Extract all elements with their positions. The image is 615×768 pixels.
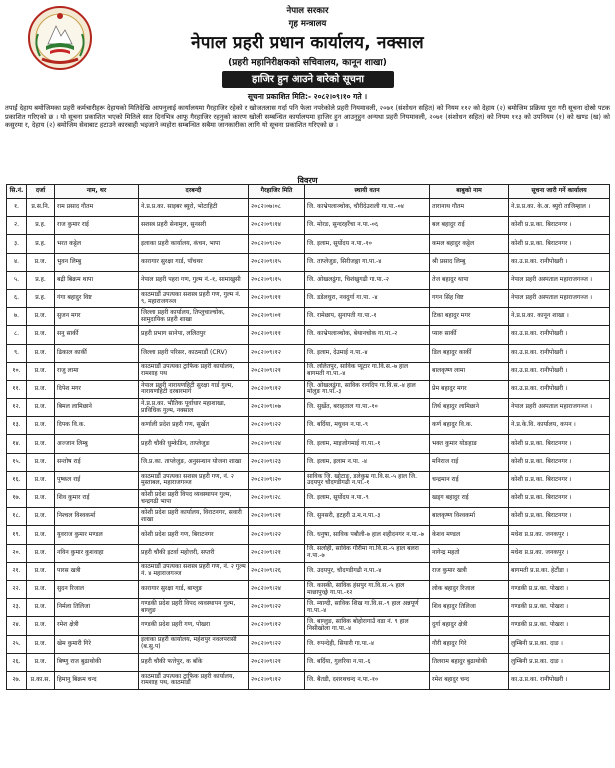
notice-title-banner: हाजिर हुन आउने बारेको सूचना	[222, 71, 394, 88]
cell-name: दिपेश मगर	[55, 380, 139, 398]
table-row	[7, 508, 610, 526]
cell-sn: ११.	[7, 380, 27, 398]
col-header-sn: सि.नं.	[7, 185, 27, 199]
cell-issuing-office: का.उ.प्र.का. रानीपोखरी ।	[509, 344, 610, 362]
table-row	[7, 344, 610, 362]
cell-rank: प्र.ज.	[27, 380, 55, 398]
table-row	[7, 580, 610, 598]
cell-sn: २१.	[7, 562, 27, 580]
cell-sn: ५.	[7, 271, 27, 289]
cell-post: प्रहरी चौकी इटर्वा महोत्तरी, सप्तरी	[139, 544, 249, 562]
cell-sn: ९.	[7, 344, 27, 362]
cell-issuing-office: का.उ.प्र.का. रानीपोखरी ।	[509, 362, 610, 380]
table-row	[7, 271, 610, 289]
col-header-name: नाम, थर	[55, 185, 139, 199]
cell-address: जि. सुर्खेत, बराहताल गा.पा.-१०	[305, 399, 430, 417]
cell-name: बद्री बिक्रम थापा	[55, 271, 139, 289]
cell-absent-date: २०८२।०७।०८	[249, 199, 305, 217]
cell-father: तेज बहादुर थापा	[430, 271, 509, 289]
table-body	[7, 199, 610, 690]
cell-address: जि. बाग्लुङ, साविक बोहोरागाउँ वडा नं. ९ हाल निसीखोला गा.पा.-४	[305, 617, 430, 635]
cell-rank: प्र.ज.	[27, 399, 55, 417]
cell-address: जि. सुनसरी, इटहरी उ.म.न.पा.-३	[305, 508, 430, 526]
cell-absent-date: २०८२।०९।१२	[249, 671, 305, 689]
cell-absent-date: २०८२।०९।२२	[249, 526, 305, 544]
cell-sn: १९.	[7, 526, 27, 544]
table-row	[7, 617, 610, 635]
cell-father: रमेश बहादुर चन्द	[430, 671, 509, 689]
cell-father: भक्त कुमार योङहाङ	[430, 435, 509, 453]
cell-sn: १५.	[7, 453, 27, 471]
cell-sn: २५.	[7, 635, 27, 653]
cell-sn: ७.	[7, 308, 27, 326]
cell-name: सन्तोष राई	[55, 453, 139, 471]
cell-rank: प्र.ज.	[27, 599, 55, 617]
cell-name: गंगा बहादुर विष्ट	[55, 289, 139, 307]
cell-absent-date: २०८२।०९।२६	[249, 562, 305, 580]
cell-absent-date: २०८२।०९।१२	[249, 344, 305, 362]
cell-name: सुजन मगर	[55, 308, 139, 326]
cell-issuing-office: नेपाल प्रहरी अस्पताल महाराजगञ्ज ।	[509, 271, 610, 289]
cell-post: इलाका प्रहरी कार्यालय, महेशपुर नवलपरासी (ब.सु.प)	[139, 635, 249, 653]
cell-rank: प्र.स.नि.	[27, 199, 55, 217]
cell-post: जिल्ला प्रहरी परिसर, काठमाडौं (CRV)	[139, 344, 249, 362]
cell-issuing-office: कोशी प्र.प्र.का. बिराटनगर ।	[509, 217, 610, 235]
cell-sn: २२.	[7, 580, 27, 598]
cell-absent-date: २०८२।०९।२१	[249, 508, 305, 526]
cell-father: मनिराज राई	[430, 453, 509, 471]
cell-sn: २४.	[7, 617, 27, 635]
cell-sn: १.	[7, 199, 27, 217]
cell-name: भुवन लिम्बु	[55, 253, 139, 271]
cell-post: काठमाडौं उपत्यका सशस्त्र प्रहरी गण, नं. २ गुल्म नं. ४ महाराजगञ्ज	[139, 562, 249, 580]
table-row	[7, 199, 610, 217]
cell-issuing-office: ने.प्र.प्र.का. कानून शाखा ।	[509, 308, 610, 326]
cell-father: गगन सिंह विष्ट	[430, 289, 509, 307]
cell-sn: २६.	[7, 653, 27, 671]
cell-issuing-office: मधेश प्र.प्र.का. जनकपुर ।	[509, 544, 610, 562]
cell-father: खड्ग बहादुर राई	[430, 490, 509, 508]
cell-name: पारस खत्री	[55, 562, 139, 580]
table-row	[7, 289, 610, 307]
department-subtitle: (प्रहरी महानिरीक्षकको सचिवालय, कानून शाखा)	[228, 58, 387, 68]
cell-issuing-office: कोशी प्र.प्र.का. बिराटनगर ।	[509, 435, 610, 453]
cell-post: काठमाडौं उपत्यका ट्राफिक प्रहरी कार्यालय, रामशाह पथ, काठमाडौं	[139, 671, 249, 689]
cell-rank: प्र.ह.	[27, 271, 55, 289]
cell-absent-date: २०८२।०९।२१	[249, 653, 305, 671]
cell-name: दिपक वि.क.	[55, 417, 139, 435]
cell-father: तिलराम बहादुर बुढाथोकी	[430, 653, 509, 671]
cell-post: ने.प्र.प्र.का. साइबर ब्युरो, भोटाहिटी	[139, 199, 249, 217]
cell-sn: २७.	[7, 671, 27, 689]
cell-absent-date: २०८२।०९।१५	[249, 253, 305, 271]
col-header-father: बाबुको नाम	[430, 185, 509, 199]
cell-sn: २३.	[7, 599, 27, 617]
cell-address: जि. ओखलढुंगा, चिशंखुगढी गा.पा.-२	[305, 271, 430, 289]
table-row	[7, 417, 610, 435]
cell-name: अज्जान लिम्बु	[55, 435, 139, 453]
cell-name: निश्चल विश्वकर्मा	[55, 508, 139, 526]
cell-absent-date: २०८२।०९।२८	[249, 490, 305, 508]
cell-rank: प्र.ज.	[27, 417, 55, 435]
cell-rank: प्र.ज.	[27, 508, 55, 526]
intro-paragraph: तपाईं देहाय बमोजिमका प्रहरी कर्मचारीहरू देहायको मितिदेखि आफ्नुलाई कार्यालयमा गैरहाजिर रहेको र खोजतलास गर्दा पनि फेला नपरेकोले प्रहरी नियमावली, २०७१ (संशोधन सहित) को नियम ११२ को देहाय (२) बमोजिम प्रक्रिया पूरा गरी सूचना दोस्रो पटक प्रकाशित गरिएको छ । यो सूचना प्रकाशित भएको मितिले सात दिनभित्र आफू गैरहाजिर रहनुको कारण खोली सम्बन्धित कार्यालयमा हाजिर हुन आउनुहुन अन्यथा प्रहरी नियमावली, २०७१ (संशोधन सहित) को नियम ११३ को उपनियम (१) को खण्ड (ख) को कसुरमा र, देहाय (२) बमोजिम सेवाबाट हटाउने कारबाही भइजाने व्यहोरा सम्बन्धित सबैमा जानकारीका लागि यो सूचना प्रकाशित गरिएको छ ।	[5, 104, 610, 130]
cell-post: प्रहरी चौकी फत्तेपुर, क बाँके	[139, 653, 249, 671]
cell-father: केशव मण्डल	[430, 526, 509, 544]
cell-father: टिका बहादुर मगर	[430, 308, 509, 326]
cell-father: चन्द्रमान राई	[430, 471, 509, 489]
cell-post: जिल्ला प्रहरी कार्यालय, तिप्लुचाल्चोक, सामुदायिक प्रहरी शाखा	[139, 308, 249, 326]
cell-absent-date: २०८२।०९।२४	[249, 435, 305, 453]
cell-sn: १६.	[7, 471, 27, 489]
cell-sn: ६.	[7, 289, 27, 307]
cell-rank: प्र.ह.	[27, 217, 55, 235]
cell-rank: प्र.ज.	[27, 344, 55, 362]
cell-rank: प्र.ज.	[27, 435, 55, 453]
cell-father: डिल बहादुर कार्की	[430, 344, 509, 362]
cell-name: राम प्रसाद गौतम	[55, 199, 139, 217]
cell-issuing-office: बागमती प्र.प्र.का. हेटौंडा ।	[509, 562, 610, 580]
cell-rank: प्र.ह.	[27, 235, 55, 253]
table-row	[7, 399, 610, 417]
cell-absent-date: २०८२।०९।२०	[249, 235, 305, 253]
cell-address: साविक जि. खोटाङ, डलेकुम्र गा.वि.स.-५ हाल जि. उदयपुर चौदण्डीगढी न.पा.-१	[305, 471, 430, 489]
cell-address: जि. म्याग्दी, साविक शिख गा.वि.स.-९ हाल अन्नपूर्ण गा.पा.-४	[305, 599, 430, 617]
cell-absent-date: २०८२।०९।१२	[249, 380, 305, 398]
cell-post: प्रहरी चौकी धुम्केडिन, ताप्लेजुङ	[139, 435, 249, 453]
cell-father: कर्ण बहादुर वि.क.	[430, 417, 509, 435]
cell-issuing-office: का.उ.प्र.का. रानीपोखरी ।	[509, 326, 610, 344]
table-header-row	[7, 185, 610, 199]
cell-rank: प्र.ज.	[27, 653, 55, 671]
table-title: विवरण	[297, 176, 318, 185]
cell-address: जि. बर्दिया, गुलरिया न.पा.-६	[305, 653, 430, 671]
table-row	[7, 326, 610, 344]
cell-name: राजु लामा	[55, 362, 139, 380]
cell-absent-date: २०८२।०९।११	[249, 326, 305, 344]
cell-post: कोशी प्रदेश प्रहरी विपद व्यवस्थापन गुल्म, चन्द्रगढी भापा	[139, 490, 249, 508]
cell-address: जि. काभ्रेपलाञ्चोक, चौरीदेउराली गा.पा.-०४	[305, 199, 430, 217]
cell-sn: ४.	[7, 253, 27, 271]
cell-rank: प्र.का.स.	[27, 671, 55, 689]
col-header-rank: दर्जा	[27, 185, 55, 199]
cell-name: हिमानु बिक्रम चन्द	[55, 671, 139, 689]
cell-name: नविन कुमार कुशवाहा	[55, 544, 139, 562]
cell-post: गण्डकी प्रदेश प्रहरी गण, पोखरा	[139, 617, 249, 635]
cell-issuing-office: मधेश प्र.प्र.का. जनकपुर ।	[509, 526, 610, 544]
table-row	[7, 253, 610, 271]
cell-rank: प्र.ज.	[27, 562, 55, 580]
cell-absent-date: २०८२।०९।२२	[249, 599, 305, 617]
cell-post: कर्णाली प्रदेश प्रहरी गण, सुर्खेत	[139, 417, 249, 435]
cell-issuing-office: का.उ.प्र.का. रानीपोखरी ।	[509, 671, 610, 689]
cell-name: राज कुमार राई	[55, 217, 139, 235]
cell-issuing-office: नेपाल प्रहरी अस्पताल महाराजगञ्ज ।	[509, 289, 610, 307]
cell-name: रमेश क्षेत्री	[55, 617, 139, 635]
cell-issuing-office: लुम्बिनी प्र.प्र.का. दाङ ।	[509, 653, 610, 671]
cell-sn: १७.	[7, 490, 27, 508]
publish-date: सूचना प्रकाशित मिति:- २०८२।०९।१० गते ।	[247, 92, 368, 101]
cell-father: नागेन्द्र महतो	[430, 544, 509, 562]
table-row	[7, 471, 610, 489]
cell-post: प्रहरी प्रभाग सानेपा, ललितपुर	[139, 326, 249, 344]
table-row	[7, 562, 610, 580]
table-row	[7, 544, 610, 562]
cell-post: काठमाडौं उपत्यका सशस्त्र प्रहरी गण, नं. २ मुस्ताबल, महाराजगञ्ज	[139, 471, 249, 489]
cell-name: शिव कुमार राई	[55, 490, 139, 508]
cell-post: इलाका प्रहरी कार्यालय, कंचन, भापा	[139, 235, 249, 253]
cell-absent-date: २०८२।०९।२१	[249, 362, 305, 380]
cell-absent-date: २०८२।०९।०१	[249, 308, 305, 326]
cell-post: काठमाडौं उपत्यका सशस्त्र प्रहरी गण, गुल्म नं. ९, महाराजगञ्ज	[139, 289, 249, 307]
table-row	[7, 635, 610, 653]
cell-address: जि. रामेछाप, सुनापती गा.पा.-१	[305, 308, 430, 326]
cell-post: गण्डकी प्रदेश प्रहरी विपद व्यवस्थापन गुल्म, बाग्लुङ	[139, 599, 249, 617]
cell-sn: १२.	[7, 399, 27, 417]
cell-absent-date: २०८२।०९।२२	[249, 417, 305, 435]
government-label: नेपाल सरकार	[286, 6, 329, 16]
cell-address: जि. रुपन्देही, सियारी गा.पा.-४	[305, 635, 430, 653]
cell-name: युवराज कुमार मण्डल	[55, 526, 139, 544]
table-row	[7, 490, 610, 508]
cell-post: कारागार सुरक्षा गार्ड, बाग्लुङ	[139, 580, 249, 598]
cell-issuing-office: गण्डकी प्र.प्र.का. पोखरा ।	[509, 617, 610, 635]
cell-sn: २.	[7, 217, 27, 235]
cell-rank: प्र.ह.	[27, 289, 55, 307]
cell-issuing-office: नेपाल प्रहरी अस्पताल महाराजगञ्ज ।	[509, 399, 610, 417]
table-row	[7, 435, 610, 453]
cell-issuing-office: कोशी प्र.प्र.का. बिराटनगर ।	[509, 490, 610, 508]
cell-rank: प्र.ज.	[27, 635, 55, 653]
cell-rank: प्र.ज.	[27, 580, 55, 598]
table-row	[7, 308, 610, 326]
cell-address: जि. इलाम, इलाम न.पा. -४	[305, 453, 430, 471]
cell-name: बिमल लामिछाने	[55, 399, 139, 417]
cell-issuing-office: ने.प्र.के.वि. कार्यालय, कपन ।	[509, 417, 610, 435]
cell-name: पुष्कल राई	[55, 471, 139, 489]
cell-absent-date: २०८२।०९।२३	[249, 453, 305, 471]
cell-father: प्रेम बहादुर मगर	[430, 380, 509, 398]
cell-father: शिव बहादुर तिलिजा	[430, 599, 509, 617]
cell-sn: २०.	[7, 544, 27, 562]
cell-rank: प्र.ज.	[27, 453, 55, 471]
cell-father: कमल बहादुर कट्टेल	[430, 235, 509, 253]
cell-issuing-office: कोशी प्र.प्र.का. बिराटनगर ।	[509, 453, 610, 471]
cell-father: बालकृष्ण लामा	[430, 362, 509, 380]
cell-address: जि. काभ्रेपलाञ्चोक, बेथानचोक गा.पा.-२	[305, 326, 430, 344]
cell-rank: प्र.ज.	[27, 526, 55, 544]
cell-absent-date: २०८२।०९।२२	[249, 635, 305, 653]
office-title: नेपाल प्रहरी प्रधान कार्यालय, नक्साल	[191, 33, 424, 53]
cell-rank: प्र.ज.	[27, 544, 55, 562]
cell-issuing-office: का.उ.प्र.का. रानीपोखरी ।	[509, 253, 610, 271]
cell-sn: १०.	[7, 362, 27, 380]
table-row	[7, 235, 610, 253]
cell-address: जि. इलाम, देउमाई न.पा.-४	[305, 344, 430, 362]
cell-father: बालकृष्ण विश्वकर्मा	[430, 508, 509, 526]
cell-sn: ८.	[7, 326, 27, 344]
cell-address: जि. इलाम, सूर्योदय न.पा.-१०	[305, 235, 430, 253]
cell-father: श्री प्रसाद लिम्बु	[430, 253, 509, 271]
cell-rank: प्र.ज.	[27, 326, 55, 344]
col-header-issuing-office: सूचना जारी गर्ने कार्यालय	[509, 185, 610, 199]
cell-absent-date: २०८२।०९।२४	[249, 580, 305, 598]
cell-issuing-office: कोशी प्र.प्र.का. बिराटनगर ।	[509, 471, 610, 489]
cell-post: जि.प्र.का. ताप्लेजुङ, अनुसन्धान योजना शाखा	[139, 453, 249, 471]
table-row	[7, 653, 610, 671]
cell-rank: प्र.ज.	[27, 471, 55, 489]
cell-name: बिष्णु राज बुढाथोकी	[55, 653, 139, 671]
cell-absent-date: २०८२।०९।०७	[249, 399, 305, 417]
cell-address: जि. इलाम, सूर्योदय न.पा.-९	[305, 490, 430, 508]
cell-absent-date: २०८२।०९।१४	[249, 217, 305, 235]
cell-post: कारागार सुरक्षा गार्ड, पाँचथर	[139, 253, 249, 271]
table-row	[7, 599, 610, 617]
cell-rank: प्र.ज.	[27, 253, 55, 271]
absentee-table	[6, 184, 610, 690]
cell-address: जि. डडेलधुरा, नवदुर्गा गा.पा. -४	[305, 289, 430, 307]
cell-address: जि. सर्लाही, साविक गौरीमा गा.वि.स.-५ हाल बलरा न.पा.-७	[305, 544, 430, 562]
cell-issuing-office: लुम्बिनी प्र.प्र.का. दाङ ।	[509, 635, 610, 653]
cell-post: सशस्त्र प्रहरी सेनामुल, सुनसरी	[139, 217, 249, 235]
col-header-absent-date: गैरहाजिर मिति	[249, 185, 305, 199]
cell-address: जि. कास्की, साविक हंसपुर गा.वि.स.-५ हाल माछापुच्छ्रे गा.पा.-१२	[305, 580, 430, 598]
table-row	[7, 380, 610, 398]
cell-issuing-office: गण्डकी प्र.प्र.का. पोखरा ।	[509, 580, 610, 598]
cell-father: गौरी बहादुर गिरे	[430, 635, 509, 653]
cell-father: दुर्गा बहादुर क्षेत्री	[430, 617, 509, 635]
cell-name: सुदन रिजाल	[55, 580, 139, 598]
cell-father: लोक बहादुर रिजाल	[430, 580, 509, 598]
table-row	[7, 526, 610, 544]
cell-father: तारानाथ गौतम	[430, 199, 509, 217]
cell-issuing-office: का.उ.प्र.का. रानीपोखरी ।	[509, 380, 610, 398]
cell-address: जि. ललितपुर, साविक प्यूटार गा.वि.स.-७ हाल बागमती गा.पा.-४	[305, 362, 430, 380]
cell-address: जि. उदयपुर, चौदण्डीगढी न.पा.-४	[305, 562, 430, 580]
cell-post: काठमाडौं उपत्यका ट्राफिक प्रहरी कार्यालय, रामशाह पथ	[139, 362, 249, 380]
cell-father: राज कुमार खत्री	[430, 562, 509, 580]
cell-father: बल बहादुर राई	[430, 217, 509, 235]
cell-absent-date: २०८२।०९।२१	[249, 544, 305, 562]
cell-sn: १८.	[7, 508, 27, 526]
cell-post: ने.प्र.प्र.का. भौतिक पूर्वाधार महाशाखा, प्राविधिक गुल्म, नक्साल	[139, 399, 249, 417]
notice-header	[0, 0, 615, 78]
cell-father: तिर्थ बहादुर लामिछाने	[430, 399, 509, 417]
cell-name: निर्मला तिलिजा	[55, 599, 139, 617]
col-header-address: स्थायी वतन	[305, 185, 430, 199]
cell-post: नेपाल प्रहरी नारायणहिटी सुरक्षा गार्ड गुल्म, नारायणहिटी दरबारमार्ग	[139, 380, 249, 398]
cell-name: भरत कट्टेल	[55, 235, 139, 253]
table-row	[7, 362, 610, 380]
cell-address: जि. बैतडी, दशरथचन्द न.पा.-१०	[305, 671, 430, 689]
cell-post: कोशी प्रदेश प्रहरी गण, बिराटनगर	[139, 526, 249, 544]
table-row	[7, 671, 610, 689]
cell-issuing-office: कोशी प्र.प्र.का. बिराटनगर ।	[509, 235, 610, 253]
cell-absent-date: २०८२।०९।२०	[249, 471, 305, 489]
cell-address: जि. ओखलढुंगा, साविक रागदिप गा.वि.स.-४ हाल मोलुङ गा.पा.-३	[305, 380, 430, 398]
cell-rank: प्र.ज.	[27, 617, 55, 635]
cell-absent-date: २०८२।०९।१५	[249, 271, 305, 289]
cell-issuing-office: ने.प्र.प्र.का. के.अ. ब्युरो ताजिम्हाल ।	[509, 199, 610, 217]
cell-absent-date: २०८२।०९।१२	[249, 617, 305, 635]
cell-issuing-office: कोशी प्र.प्र.का. बिराटनगर ।	[509, 508, 610, 526]
cell-address: जि. मोरङ, सुन्दरहरैंचा न.पा.-०६	[305, 217, 430, 235]
cell-rank: प्र.ज.	[27, 490, 55, 508]
cell-issuing-office: गण्डकी प्र.प्र.का. पोखरा ।	[509, 599, 610, 617]
ministry-label: गृह मन्त्रालय	[288, 19, 327, 29]
cell-name: ढिकाल कार्की	[55, 344, 139, 362]
cell-sn: १४.	[7, 435, 27, 453]
cell-address: जि. बर्दिया, मधुवन न.पा.-९	[305, 417, 430, 435]
cell-address: जि. ताप्लेजुङ, सिरीजङ्गा गा.पा.-४	[305, 253, 430, 271]
cell-father: प्यारु सार्की	[430, 326, 509, 344]
table-row	[7, 217, 610, 235]
cell-address: जि. धनुषा, साविक पबौली-७ हाल शहीदनगर न.पा.-७	[305, 526, 430, 544]
cell-sn: ३.	[7, 235, 27, 253]
cell-rank: प्र.ज.	[27, 308, 55, 326]
cell-rank: प्र.ज.	[27, 362, 55, 380]
col-header-post: दरबन्दी	[139, 185, 249, 199]
cell-name: खेम कुमारी गिरे	[55, 635, 139, 653]
cell-post: नेपाल प्रहरी पहरा गण, गुल्म नं.-१, सामाखुसी	[139, 271, 249, 289]
cell-address: जि. इलाम, माइजोगमाई गा.पा.-१	[305, 435, 430, 453]
cell-name: सनु सार्की	[55, 326, 139, 344]
cell-sn: १३.	[7, 417, 27, 435]
table-row	[7, 453, 610, 471]
cell-post: कोशी प्रदेश प्रहरी कार्यालय, विराटनगर, सवारी शाखा	[139, 508, 249, 526]
cell-absent-date: २०८२।०९।११	[249, 289, 305, 307]
